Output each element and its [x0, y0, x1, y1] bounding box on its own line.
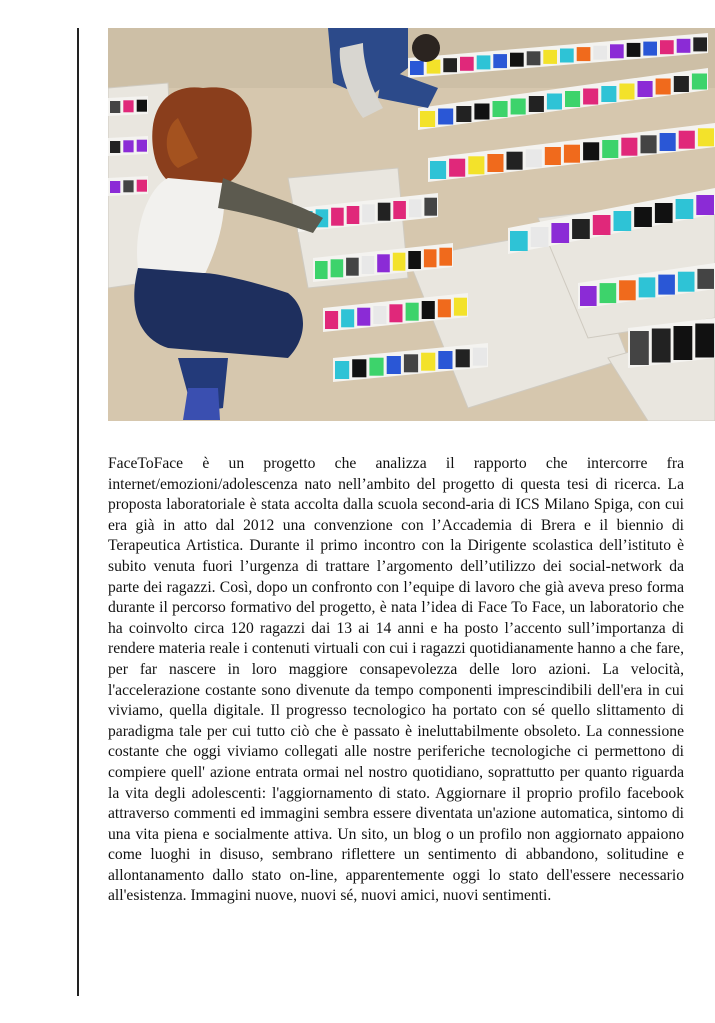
- article-body: FaceToFace è un progetto che analizza il rapporto che intercorre fra internet/emozioni/adolescenza nato nell’ambito del progetto di questa tesi di ricerca. La proposta laboratoriale è stata accolta dalla scuola second-aria di ICS Milano Spiga, con cui era già in atto dal 2012 una convenzione con l’Accademia di Brera e il biennio di Terapeutica Artistica. Durante il primo incontro con la Dirigente scolastica dell’istituto è subito venuta fuori l’urgenza di trattare l’argomento dell’utilizzo dei social-network da parte dei ragazzi. Così, dopo un confronto con l’equipe di lavoro che già aveva preso forma durante il percorso formativo del progetto, è nata l’idea di Face To Face, un laboratorio che ha coinvolto circa 120 ragazzi dai 13 ai 14 anni e ha posto l’accento sull’importanza di rendere materia reale i contenuti virtuali con cui i ragazzi quotidianamente hanno a che fare, per far nascere in loro maggiore consapevolezza delle loro azioni. La velocità, l'accelerazione costante sono divenute da tempo componenti imprescindibili dell'era in cui viviamo, quella digitale. Il progresso tecnologico ha portato con sé quello slittamento di paradigma tale per cui tutto ciò che è passato è ineluttabilmente obsoleto. La connessione costante che oggi viviamo collegati alle nostre periferiche tecnologiche ci permettono di compiere quell' azione entrata ormai nel nostro quotidiano, soprattutto per quanto riguarda la vita degli adolescenti: l'aggiornamento di stato. Aggiornare il proprio profilo facebook attraverso commenti ed immagini sembra essere diventata un'azione automatica, sintomo di una vita piena e socialmente attiva. Un sito, un blog o un profilo non aggiornato appaiono come luoghi in disuso, sembrano riflettere un sentimento di abbandono, solitudine e allontanamento dallo stato on-line, apparentemente oggi lo stato dell'essere necessario all'esistenza. Immagini nuove, nuovi sé, nuovi amici, nuovi sentimenti.: [108, 455, 684, 905]
- margin-rule: [77, 28, 79, 996]
- workshop-photo: [108, 28, 715, 421]
